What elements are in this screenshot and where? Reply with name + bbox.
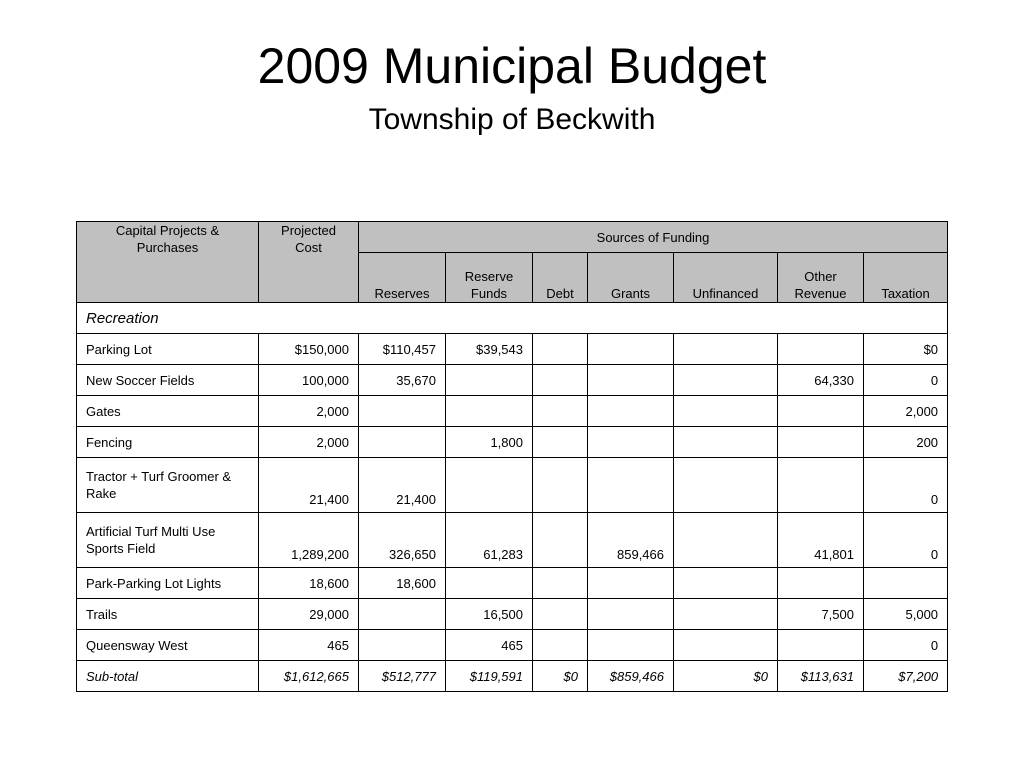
subtotal-reserves: $512,777 [359,661,446,692]
row-reserves [359,427,446,458]
row-name: Parking Lot [77,334,259,365]
row-unfinanced [674,568,778,599]
row-reserve-funds: 1,800 [446,427,533,458]
row-cost: 21,400 [259,458,359,513]
row-taxation: 0 [864,513,948,568]
row-reserves [359,599,446,630]
subtotal-debt: $0 [533,661,588,692]
row-other-revenue [778,568,864,599]
row-other-revenue [778,458,864,513]
table-row [77,513,948,568]
row-reserves: $110,457 [359,334,446,365]
row-cost: 29,000 [259,599,359,630]
row-debt [533,630,588,661]
row-unfinanced [674,396,778,427]
row-other-revenue [778,630,864,661]
row-grants [588,599,674,630]
header-grants: Grants [588,253,674,303]
row-grants: 859,466 [588,513,674,568]
row-cost: 1,289,200 [259,513,359,568]
row-name: Trails [77,599,259,630]
row-cost: $150,000 [259,334,359,365]
table-row [77,599,948,630]
row-grants [588,396,674,427]
subtotal-unfinanced: $0 [674,661,778,692]
row-debt [533,396,588,427]
row-unfinanced [674,599,778,630]
row-taxation: 5,000 [864,599,948,630]
row-other-revenue: 41,801 [778,513,864,568]
row-unfinanced [674,630,778,661]
row-grants [588,458,674,513]
row-name: Queensway West [77,630,259,661]
row-taxation [864,568,948,599]
row-name: Park-Parking Lot Lights [77,568,259,599]
section-recreation: Recreation [77,303,948,334]
row-reserves: 35,670 [359,365,446,396]
table-row [77,427,948,458]
row-taxation: 2,000 [864,396,948,427]
row-taxation: 200 [864,427,948,458]
table-row [77,458,948,513]
row-unfinanced [674,334,778,365]
row-name: Fencing [77,427,259,458]
budget-table [76,221,948,692]
table-row [77,630,948,661]
row-cost: 465 [259,630,359,661]
header-projected-cost: Projected Cost [259,222,359,303]
row-debt [533,458,588,513]
header-capital-projects: Capital Projects & Purchases [77,222,259,303]
row-unfinanced [674,427,778,458]
row-other-revenue: 7,500 [778,599,864,630]
row-taxation: 0 [864,365,948,396]
header-other-revenue: Other Revenue [778,253,864,303]
row-reserves: 326,650 [359,513,446,568]
slide-subtitle: Township of Beckwith [368,103,656,136]
row-other-revenue [778,427,864,458]
row-debt [533,513,588,568]
header-reserve-funds: Reserve Funds [446,253,533,303]
row-name: New Soccer Fields [77,365,259,396]
row-reserve-funds: 16,500 [446,599,533,630]
row-reserves: 21,400 [359,458,446,513]
row-debt [533,365,588,396]
row-reserve-funds: 61,283 [446,513,533,568]
row-reserve-funds [446,365,533,396]
subtotal-other-revenue: $113,631 [778,661,864,692]
row-reserves [359,396,446,427]
row-cost: 100,000 [259,365,359,396]
row-grants [588,427,674,458]
header-row-top [77,222,948,253]
row-reserves: 18,600 [359,568,446,599]
row-name: Gates [77,396,259,427]
row-name: Tractor + Turf Groomer & Rake [77,458,259,513]
row-reserve-funds [446,396,533,427]
row-reserve-funds [446,458,533,513]
row-grants [588,334,674,365]
row-reserves [359,630,446,661]
slide-title: 2009 Municipal Budget [257,38,767,94]
row-taxation: 0 [864,458,948,513]
row-taxation: $0 [864,334,948,365]
row-grants [588,630,674,661]
row-taxation: 0 [864,630,948,661]
row-reserve-funds: $39,543 [446,334,533,365]
header-unfinanced: Unfinanced [674,253,778,303]
header-taxation: Taxation [864,253,948,303]
row-reserve-funds: 465 [446,630,533,661]
table-row [77,568,948,599]
row-debt [533,427,588,458]
row-grants [588,568,674,599]
header-reserves: Reserves [359,253,446,303]
row-debt [533,568,588,599]
row-cost: 18,600 [259,568,359,599]
header-debt: Debt [533,253,588,303]
subtotal-reserve-funds: $119,591 [446,661,533,692]
row-unfinanced [674,458,778,513]
section-row [77,303,948,334]
row-other-revenue [778,334,864,365]
table-row [77,365,948,396]
row-other-revenue: 64,330 [778,365,864,396]
table-row [77,396,948,427]
row-cost: 2,000 [259,427,359,458]
subtotal-row [77,661,948,692]
subtotal-cost: $1,612,665 [259,661,359,692]
subtotal-grants: $859,466 [588,661,674,692]
subtotal-taxation: $7,200 [864,661,948,692]
table-row [77,334,948,365]
row-reserve-funds [446,568,533,599]
row-name: Artificial Turf Multi Use Sports Field [77,513,259,568]
header-sources-of-funding: Sources of Funding [359,222,948,253]
row-grants [588,365,674,396]
subtotal-label: Sub-total [77,661,259,692]
row-unfinanced [674,513,778,568]
row-cost: 2,000 [259,396,359,427]
row-debt [533,334,588,365]
row-debt [533,599,588,630]
row-other-revenue [778,396,864,427]
row-unfinanced [674,365,778,396]
